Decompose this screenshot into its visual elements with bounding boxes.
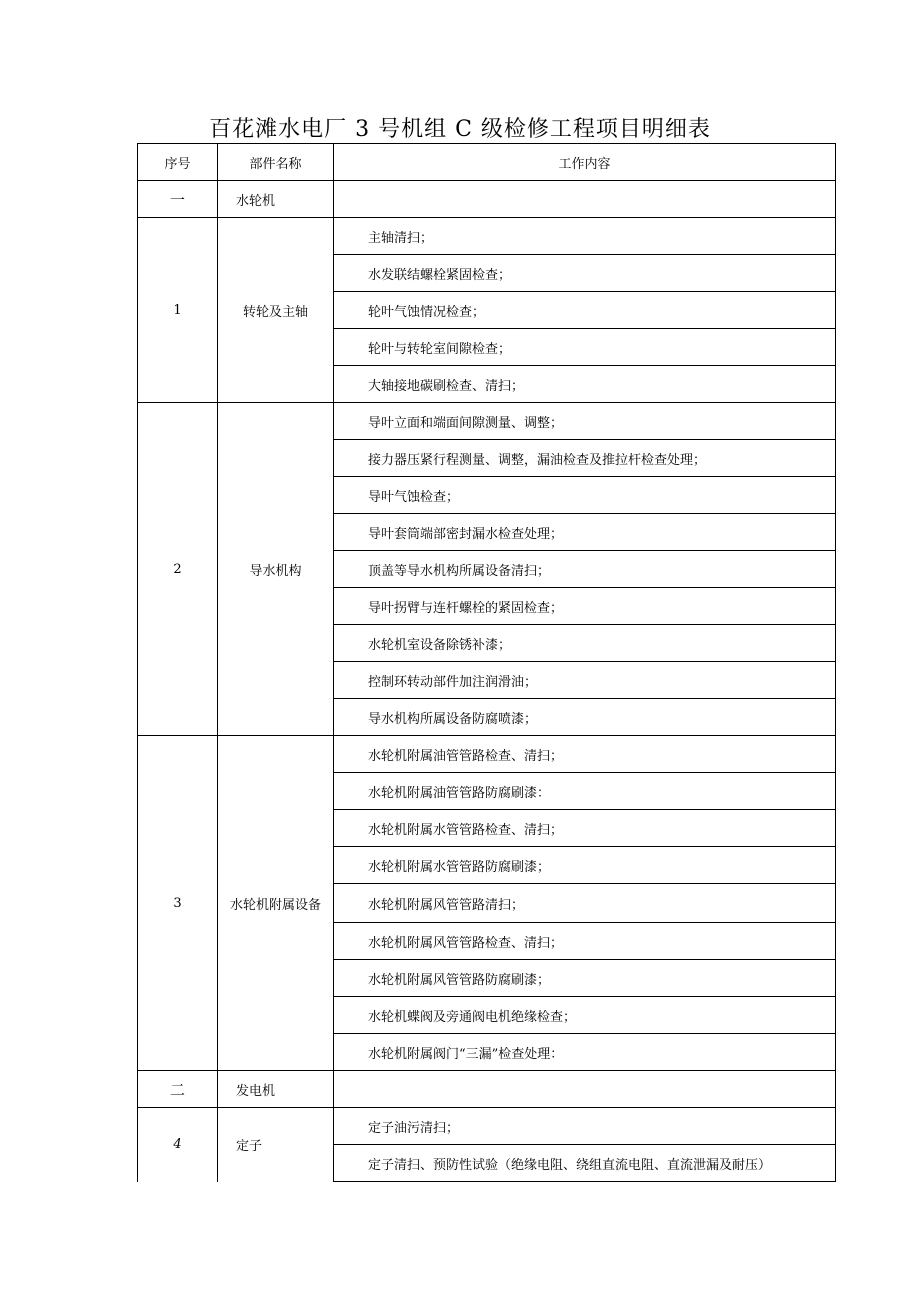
- work-item: 顶盖等导水机构所属设备清扫；: [334, 551, 836, 588]
- section-row: [138, 181, 836, 218]
- group-number: 4: [138, 1108, 218, 1182]
- work-item: 水轮机附属油管管路防腐刷漆：: [334, 773, 836, 810]
- work-item: 水轮机附属风管管路清扫；: [334, 884, 836, 923]
- work-item: 主轴清扫；: [334, 218, 836, 255]
- group-part-name: 水轮机附属设备: [218, 736, 334, 1071]
- header-no: 序号: [138, 144, 218, 181]
- work-item: 水轮机附属风管管路防腐刷漆；: [334, 960, 836, 997]
- section-empty-cell: [334, 1071, 836, 1108]
- table-header-row: [138, 144, 836, 181]
- work-item: 接力器压紧行程测量、调整，漏油检查及推拉杆检查处理；: [334, 440, 836, 477]
- maintenance-items-table: [137, 143, 836, 1182]
- group-part-name: 导水机构: [218, 403, 334, 736]
- work-item: 导叶气蚀检查；: [334, 477, 836, 514]
- header-work: 工作内容: [334, 144, 836, 181]
- work-item: 水轮机附属阀门“三漏”检查处理：: [334, 1034, 836, 1071]
- work-item: 水轮机附属水管管路防腐刷漆；: [334, 847, 836, 884]
- table-row: [138, 736, 836, 773]
- work-item: 控制环转动部件加注润滑油；: [334, 662, 836, 699]
- work-item: 导水机构所属设备防腐喷漆；: [334, 699, 836, 736]
- work-item: 导叶立面和端面间隙测量、调整；: [334, 403, 836, 440]
- work-item: 水发联结螺栓紧固检查；: [334, 255, 836, 292]
- work-item: 水轮机室设备除锈补漆；: [334, 625, 836, 662]
- group-part-name: 转轮及主轴: [218, 218, 334, 403]
- work-item: 水轮机附属水管管路检查、清扫；: [334, 810, 836, 847]
- work-item: 定子清扫、预防性试验（绝缘电阻、绕组直流电阻、直流泄漏及耐压）: [334, 1145, 836, 1182]
- table-row: [138, 218, 836, 255]
- group-number: 3: [138, 736, 218, 1071]
- work-item: 水轮机蝶阀及旁通阀电机绝缘检查；: [334, 997, 836, 1034]
- section-name: 发电机: [218, 1071, 334, 1108]
- section-number: 一: [138, 181, 218, 218]
- section-row: [138, 1071, 836, 1108]
- table-row: [138, 1108, 836, 1145]
- header-part: 部件名称: [218, 144, 334, 181]
- work-item: 轮叶与转轮室间隙检查；: [334, 329, 836, 366]
- group-part-name: 定子: [218, 1108, 334, 1182]
- work-item: 大轴接地碳刷检查、清扫；: [334, 366, 836, 403]
- work-item: 导叶拐臂与连杆螺栓的紧固检查；: [334, 588, 836, 625]
- work-item: 定子油污清扫；: [334, 1108, 836, 1145]
- group-number: 2: [138, 403, 218, 736]
- section-name: 水轮机: [218, 181, 334, 218]
- table-row: [138, 403, 836, 440]
- document-title: 百花滩水电厂 3 号机组 C 级检修工程项目明细表: [209, 117, 711, 142]
- group-number: 1: [138, 218, 218, 403]
- work-item: 水轮机附属油管管路检查、清扫；: [334, 736, 836, 773]
- work-item: 轮叶气蚀情况检查；: [334, 292, 836, 329]
- section-empty-cell: [334, 181, 836, 218]
- section-number: 二: [138, 1071, 218, 1108]
- work-item: 水轮机附属风管管路检查、清扫；: [334, 923, 836, 960]
- work-item: 导叶套筒端部密封漏水检查处理；: [334, 514, 836, 551]
